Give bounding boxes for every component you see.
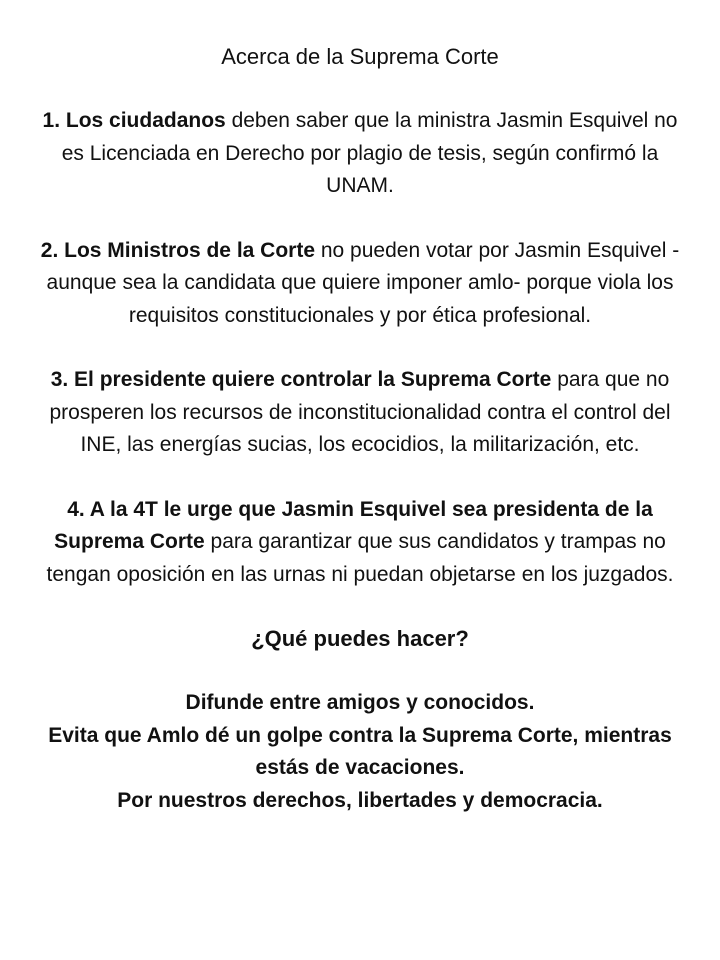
point-3-lead: 3. El presidente quiere controlar la Suprema Corte	[50, 368, 552, 391]
point-3-text: para que no prosperen los recursos de inconstitucionalidad contra el control del INE, las energías sucias, los ecocidios, la militarización, etc.	[49, 368, 671, 456]
point-1-text: deben saber que la ministra Jasmin Esquivel no es Licenciada en Derecho por plagio de tesis, según confirmó la UNAM.	[61, 109, 678, 197]
point-1	[30, 105, 690, 203]
call-line-1: Difunde entre amigos y conocidos.	[185, 691, 535, 714]
point-2-lead: 2. Los Ministros de la Corte	[40, 238, 316, 262]
call-to-action	[30, 687, 690, 817]
point-2-text: no pueden votar por Jasmin Esquivel -aunque sea la candidata que quiere imponer amlo- porque viola los requisitos constitucionales y por ética profesional.	[46, 238, 680, 327]
point-4-lead: 4. A la 4T le urge que Jasmin Esquivel sea presidenta de la Suprema Corte	[54, 497, 653, 553]
question-heading: ¿Qué puedes hacer?	[251, 626, 469, 651]
call-line-3: Por nuestros derechos, libertades y democracia.	[117, 788, 603, 812]
point-1-lead: 1. Los ciudadanos	[42, 109, 226, 132]
point-3	[30, 364, 690, 462]
document-title: Acerca de la Suprema Corte	[221, 44, 499, 69]
point-2	[30, 235, 690, 333]
call-line-2: Evita que Amlo dé un golpe contra la Suprema Corte, mientras estás de vacaciones.	[48, 723, 672, 779]
point-4	[30, 494, 690, 592]
point-4-text: para garantizar que sus candidatos y trampas no tengan oposición en las urnas ni puedan objetarse en los juzgados.	[46, 530, 674, 586]
